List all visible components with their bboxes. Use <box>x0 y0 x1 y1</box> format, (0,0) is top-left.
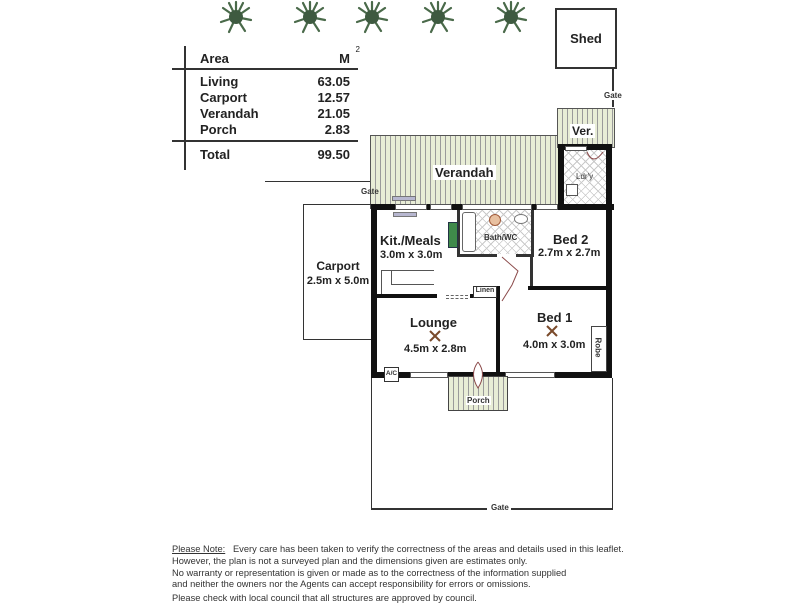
row-value: 2.83 <box>324 122 350 137</box>
verandah-step <box>392 196 416 201</box>
toilet-icon <box>489 214 501 226</box>
table-row <box>200 106 350 121</box>
bed1-dims: 4.0m x 3.0m <box>523 339 586 351</box>
disclaimer-line <box>172 544 624 556</box>
window <box>505 372 555 378</box>
verandah-label: Verandah <box>435 165 494 180</box>
window <box>536 204 558 210</box>
wall-kitchen-lounge <box>371 294 437 298</box>
row-label: Verandah <box>200 106 259 121</box>
row-value: 12.57 <box>317 90 350 105</box>
bath-wall-south <box>457 254 497 257</box>
wall-hall-bed1 <box>528 286 612 290</box>
disclaimer-line: and neither the owners nor the Agents can accept responsibility for errors or omissions. <box>172 579 531 590</box>
bath-wall-east <box>531 210 534 257</box>
ceiling-fan-icon <box>428 329 442 343</box>
shrub-icon <box>494 0 528 34</box>
porch-label: Porch <box>467 396 490 405</box>
table-divider-header <box>172 68 358 70</box>
window <box>410 372 448 378</box>
verandah-step <box>393 212 417 217</box>
ceiling-fan-icon <box>545 324 559 338</box>
area-table <box>172 46 362 170</box>
shrub-icon <box>293 0 327 34</box>
table-header-row <box>200 45 360 66</box>
window <box>430 204 452 210</box>
row-label: Porch <box>200 122 237 137</box>
disclaimer-line: Please check with local council that all structures are approved by council. <box>172 593 477 604</box>
kitchen-label: Kit./Meals <box>380 233 441 248</box>
row-label: Living <box>200 74 239 89</box>
total-value: 99.50 <box>317 147 350 162</box>
laundry-label: Ldr'y <box>576 172 594 181</box>
front-door-swing[interactable] <box>467 360 489 390</box>
shrub-icon <box>355 0 389 34</box>
carport <box>303 204 373 340</box>
yard-fence-south <box>511 508 613 510</box>
door-swing <box>585 150 605 170</box>
gate-label-bottom: Gate <box>491 503 509 512</box>
gate-label-top-right: Gate <box>604 91 622 100</box>
bathtub-icon <box>462 212 476 252</box>
laundry-tub-icon <box>566 184 578 196</box>
robe <box>591 326 607 372</box>
bed2-wall-west <box>530 256 533 290</box>
shed <box>555 8 617 69</box>
table-row <box>200 74 350 89</box>
yard-fence-east <box>612 378 613 509</box>
door-swing <box>500 255 530 305</box>
table-divider-total <box>172 140 358 142</box>
ver-label: Ver. <box>572 124 594 138</box>
yard-fence-south <box>371 508 487 510</box>
bath-label: Bath/WC <box>484 233 518 242</box>
linen-label: Linen <box>475 287 495 294</box>
shed-label: Shed <box>570 31 602 46</box>
left-fence-line <box>265 181 370 182</box>
bed2-label: Bed 2 <box>553 232 589 247</box>
kitchen-dims: 3.0m x 3.0m <box>380 249 443 261</box>
row-label: Carport <box>200 90 247 105</box>
table-row <box>200 90 350 105</box>
window <box>565 146 587 151</box>
disclaimer-text: Every care has been taken to verify the correctness of the areas and details used in this leaflet. <box>232 544 624 554</box>
table-header-unit <box>339 45 360 66</box>
lounge-dims: 4.5m x 2.8m <box>404 343 467 355</box>
window <box>395 204 427 210</box>
shrub-icon <box>421 0 455 34</box>
yard-fence-west <box>371 378 372 509</box>
table-total-row <box>200 147 350 162</box>
carport-dims: 2.5m x 5.0m <box>306 275 370 287</box>
fence-line <box>612 67 614 107</box>
unit-label: M <box>339 51 350 66</box>
disclaimer-line: However, the plan is not a surveyed plan and the dimensions given are estimates only. <box>172 555 528 566</box>
air-conditioner <box>384 367 399 382</box>
disclaimer-line: No warranty or representation is given or made as to the correctness of the information supplied <box>172 567 567 578</box>
gate-label-left: Gate <box>361 187 379 196</box>
table-row <box>200 122 350 137</box>
lounge-label: Lounge <box>410 315 457 330</box>
table-header-label: Area <box>200 51 229 66</box>
ac-label: A/C <box>385 370 398 377</box>
wall-west <box>371 204 377 378</box>
linen-cupboard <box>473 286 497 298</box>
shrub-icon <box>219 0 253 34</box>
basin-icon <box>514 214 528 224</box>
row-value: 63.05 <box>317 74 350 89</box>
row-value: 21.05 <box>317 106 350 121</box>
bed2-dims: 2.7m x 2.7m <box>538 247 601 259</box>
bed1-label: Bed 1 <box>537 310 573 325</box>
carport-label: Carport <box>316 259 360 273</box>
wall-laundry-west <box>558 144 564 210</box>
unit-superscript: 2 <box>355 45 360 54</box>
disclaimer-heading: Please Note: <box>172 544 226 554</box>
robe-label: Robe <box>593 337 603 358</box>
disclaimer <box>172 544 624 605</box>
stove-icon <box>448 222 458 248</box>
table-divider-vertical <box>184 46 186 170</box>
archway <box>446 295 468 299</box>
kitchen-bench-inner <box>391 270 434 285</box>
total-label: Total <box>200 147 231 162</box>
